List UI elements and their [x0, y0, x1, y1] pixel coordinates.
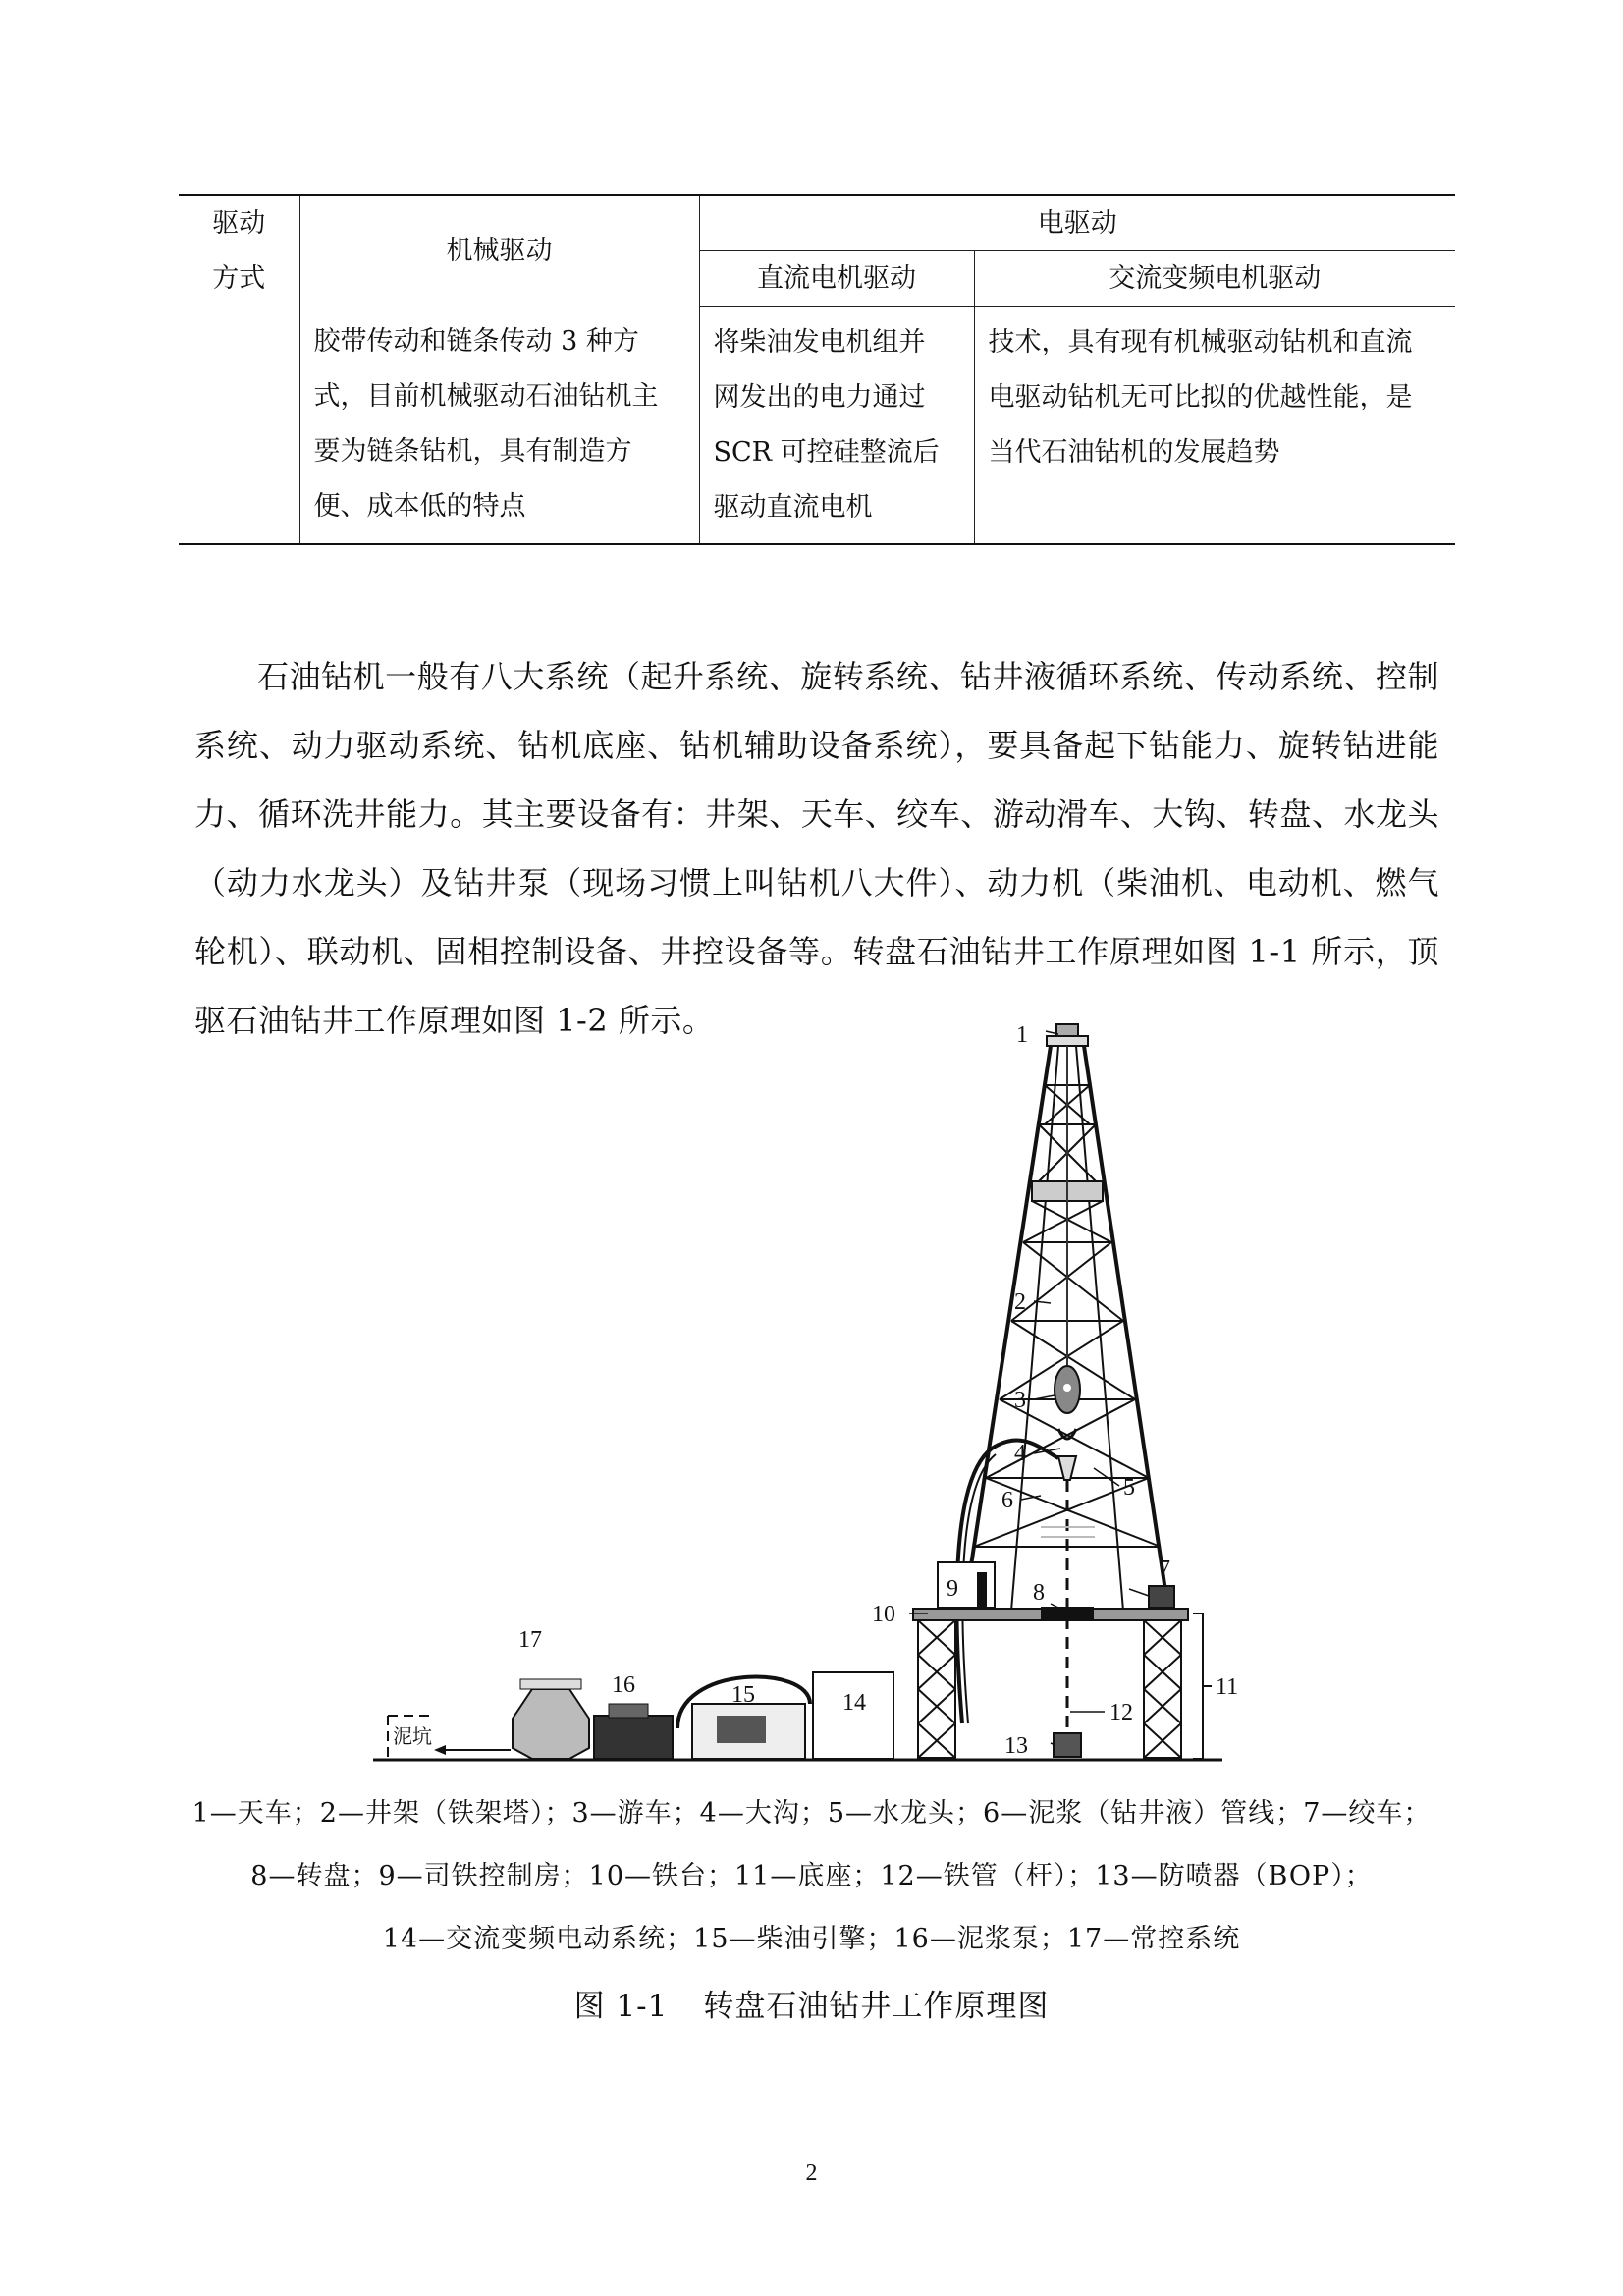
label-7: 7 [1159, 1557, 1170, 1582]
drilling-rig-diagram [363, 1016, 1257, 1787]
bop-icon [1054, 1733, 1081, 1757]
label-12: 12 [1109, 1700, 1133, 1725]
label-8: 8 [1033, 1580, 1045, 1606]
label-3: 3 [1014, 1388, 1026, 1413]
cell-mode [179, 306, 299, 544]
label-10: 10 [872, 1602, 895, 1627]
label-4: 4 [1014, 1441, 1026, 1466]
body-paragraph: 石油钻机一般有八大系统（起升系统、旋转系统、钻井液循环系统、传动系统、控制系统、动力驱动系统、钻机底座、钻机辅助设备系统），要具备起下钻能力、旋转钻进能力、循环洗井能力。其主要设备有：井架、天车、绞车、游动滑车、大钩、转盘、水龙头（动力水龙头）及钻井泵（现场习惯上叫钻机八大件）、动力机（柴油机、电动机、燃气轮机）、联动机、固相控制设备、井控设备等。转盘石油钻井工作原理如图 1-1 所示，顶驱石油钻井工作原理如图 1-2 所示。 [194, 658, 1439, 1039]
crown-block-icon [1047, 1036, 1088, 1046]
rotary-table-icon [1041, 1607, 1094, 1620]
header-mechanical: 机械驱动 [299, 195, 699, 306]
label-1: 1 [1016, 1022, 1028, 1048]
drive-comparison-table [179, 194, 1455, 545]
figure-legend-line-3: 14—交流变频电动系统；15—柴油引擎；16—泥浆泵；17—常控系统 [382, 1924, 1241, 1954]
crown-top-icon [1056, 1024, 1078, 1036]
page-number: 2 [805, 2160, 818, 2186]
header-electric: 电驱动 [699, 195, 1455, 251]
mud-pump-icon [594, 1716, 673, 1759]
cell-mechanical: 胶带传动和链条传动 3 种方 式，目前机械驱动石油钻机主 要为链条钻机，具有制造方 便、成本低的特点 [299, 306, 699, 544]
caption-title: 转盘石油钻井工作原理图 [703, 1989, 1050, 2024]
label-11: 11 [1216, 1674, 1239, 1700]
label-9: 9 [947, 1576, 958, 1602]
drilling-rig-figure [363, 1016, 1257, 1787]
figure-legend-line-2: 8—转盘；9—司铁控制房；10—铁台；11—底座；12—铁管（杆）；13—防喷器（BOP）； [250, 1861, 1373, 1891]
swivel-icon [1058, 1456, 1076, 1480]
figure-caption [147, 1981, 1476, 2025]
header-drive-mode: 驱动方式 [179, 195, 299, 306]
control-tank-icon [513, 1689, 589, 1759]
header-dc-motor: 直流电机驱动 [699, 251, 974, 306]
cell-ac: 技术，具有现有机械驱动钻机和直流 电驱动钻机无可比拟的优越性能，是 当代石油钻机的发展趋势 [974, 306, 1455, 544]
drawworks-icon [1149, 1586, 1174, 1608]
label-5: 5 [1123, 1475, 1135, 1501]
label-2: 2 [1014, 1289, 1026, 1315]
label-17: 17 [518, 1627, 542, 1653]
caption-number: 图 1-1 [573, 1989, 669, 2024]
cell-dc: 将柴油发电机组并 网发出的电力通过 SCR 可控硅整流后 驱动直流电机 [699, 306, 974, 544]
table-header-row [179, 195, 1455, 251]
label-6: 6 [1001, 1488, 1013, 1513]
figure-legend-line-1: 1—天车；2—井架（铁架塔）；3—游车；4—大沟；5—水龙头；6—泥浆（钻井液）管线；7—绞车； [191, 1798, 1432, 1829]
label-mud-pit: 泥坑 [393, 1724, 432, 1748]
vfd-house-icon [813, 1672, 893, 1759]
label-15: 15 [731, 1682, 755, 1708]
label-16: 16 [612, 1672, 635, 1698]
table-row [179, 306, 1455, 544]
header-ac-motor: 交流变频电机驱动 [974, 251, 1455, 306]
hook-icon [1058, 1429, 1076, 1439]
label-14: 14 [842, 1690, 866, 1716]
label-13: 13 [1004, 1733, 1028, 1759]
